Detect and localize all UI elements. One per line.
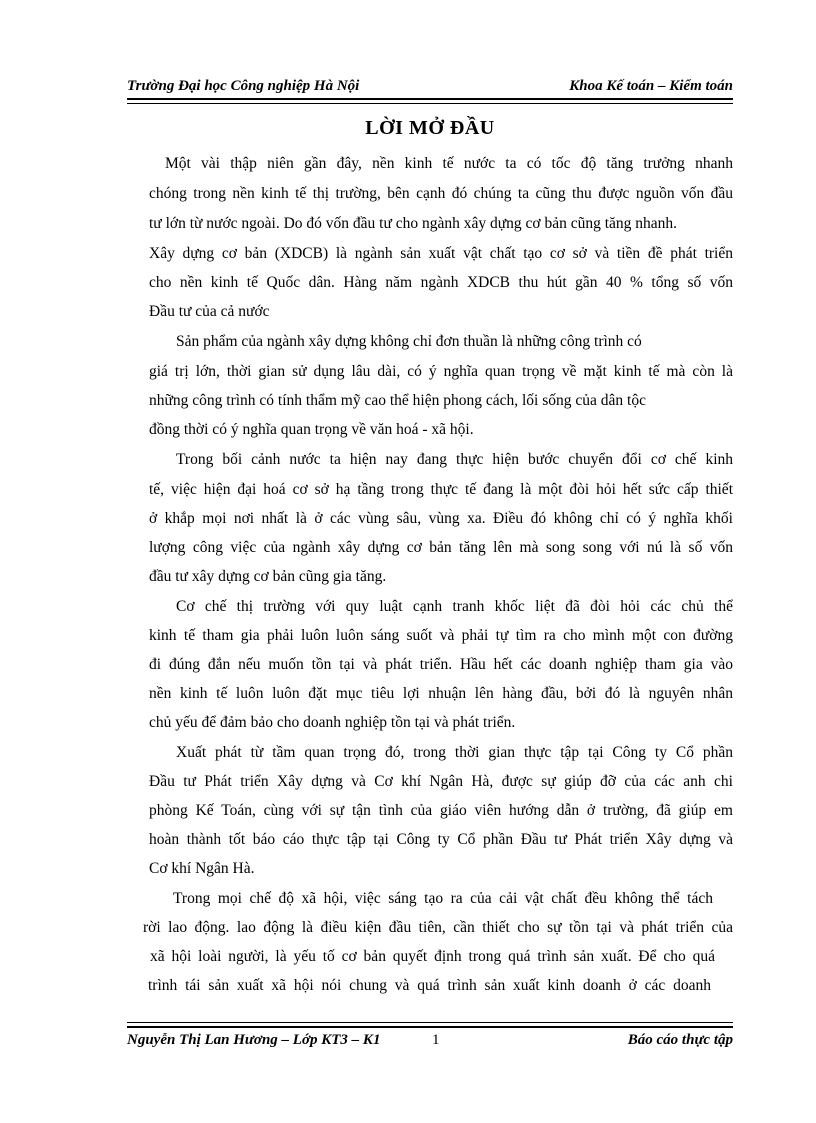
body-line: tư lớn từ nước ngoài. Do đó vốn đầu tư cho ngành xây dựng cơ bản cũng tăng nhanh. [149,215,678,232]
body-line: Trong mọi chế độ xã hội, việc sáng tạo ra của cải vật chất đều không thể tách [173,890,713,907]
body-line: phòng Kế Toán, cùng với sự tận tình của giáo viên hướng dẫn ở trường, đã giúp em [149,802,733,819]
body-line: cho nền kinh tế Quốc dân. Hàng năm ngành XDCB thu hút gần 40 % tổng số vốn [149,274,733,291]
page-number: 1 [432,1032,440,1048]
body-line: Xây dựng cơ bản (XDCB) là ngành sản xuất vật chất tạo cơ sở và tiền đề phát triển [149,245,733,262]
body-line: nền kinh tế luôn luôn đặt mục tiêu lợi nhuận lên hàng đầu, bởi đó là nguyên nhân [149,685,733,702]
footer-author: Nguyễn Thị Lan Hương – Lớp KT3 – K1 [127,1032,381,1048]
page-footer [127,1030,733,1052]
body-line: ở khắp mọi nơi nhất là ở các vùng sâu, vùng xa. Điều đó không chỉ có ý nghĩa khối [149,510,733,527]
body-line: Một vài thập niên gần đây, nền kinh tế nước ta có tốc độ tăng trưởng nhanh [165,155,733,172]
body-line: những công trình có tính thẩm mỹ cao thể hiện phong cách, lối sống của dân tộc [149,392,646,409]
body-line: đầu tư xây dựng cơ bản cũng gia tăng. [149,568,387,585]
body-line: Xuất phát từ tầm quan trọng đó, trong thời gian thực tập tại Công ty Cổ phần [176,744,733,761]
body-line: kinh tế tham gia phải luôn luôn sáng suốt và phải tự tìm ra cho mình một con đường [149,627,733,644]
body-line: tế, việc hiện đại hoá cơ sở hạ tầng trong thực tế đang là một đòi hỏi hết sức cấp thiết [149,481,733,498]
page-title: LỜI MỞ ĐẦU [365,117,495,139]
body-line: hoàn thành tốt báo cáo thực tập tại Công ty Cổ phần Đầu tư Phát triển Xây dựng và [149,831,733,848]
body-line: Đầu tư của cả nước [149,303,270,320]
body-line: đồng thời có ý nghĩa quan trọng về văn hoá - xã hội. [149,421,474,438]
footer-rule [127,1026,733,1028]
body-line: Trong bối cảnh nước ta hiện nay đang thực hiện bước chuyển đổi cơ chế kinh [176,451,733,468]
body-line: xã hội loài người, là yếu tố cơ bản quyết định trong quá trình sản xuất. Để cho quá [150,948,715,965]
body-line: trình tái sản xuất xã hội nói chung và quá trình sản xuất kinh doanh ở các doanh [148,977,711,994]
header-university: Trường Đại học Công nghiệp Hà Nội [127,78,360,94]
body-line: lượng công việc của ngành xây dựng cơ bản tăng lên mà song song với nú là số vốn [149,539,733,556]
body-line: chủ yếu để đảm bảo cho doanh nghiệp tồn tại và phát triển. [149,714,516,731]
body-line: Đầu tư Phát triển Xây dựng và Cơ khí Ngân Hà, được sự giúp đỡ của các anh chi [149,773,733,790]
body-line: Cơ khí Ngân Hà. [149,860,255,877]
body-line: chóng trong nền kinh tế thị trường, bên cạnh đó chúng ta cũng thu được nguồn vốn đầu [149,185,733,202]
header-rule [127,98,733,100]
body-line: Cơ chế thị trường với quy luật cạnh tranh khốc liệt đã đòi hỏi các chủ thể [176,598,733,615]
footer-rule-thin [127,1022,733,1023]
body-line: giá trị lớn, thời gian sử dụng lâu dài, có ý nghĩa quan trọng về mặt kinh tế mà còn là [149,363,733,380]
body-line: Sản phẩm của ngành xây dựng không chỉ đơn thuần là những công trình có [176,333,642,350]
page-header [127,76,733,98]
footer-report-type: Báo cáo thực tập [627,1032,733,1048]
body-line: đi đúng đắn nếu muốn tồn tại và phát triển. Hầu hết các doanh nghiệp tham gia vào [149,656,733,673]
header-faculty: Khoa Kế toán – Kiểm toán [569,78,733,94]
header-rule-thin [127,103,733,104]
body-line: rời lao động. lao động là điều kiện đầu tiên, cần thiết cho sự tồn tại và phát triển của [143,919,733,936]
